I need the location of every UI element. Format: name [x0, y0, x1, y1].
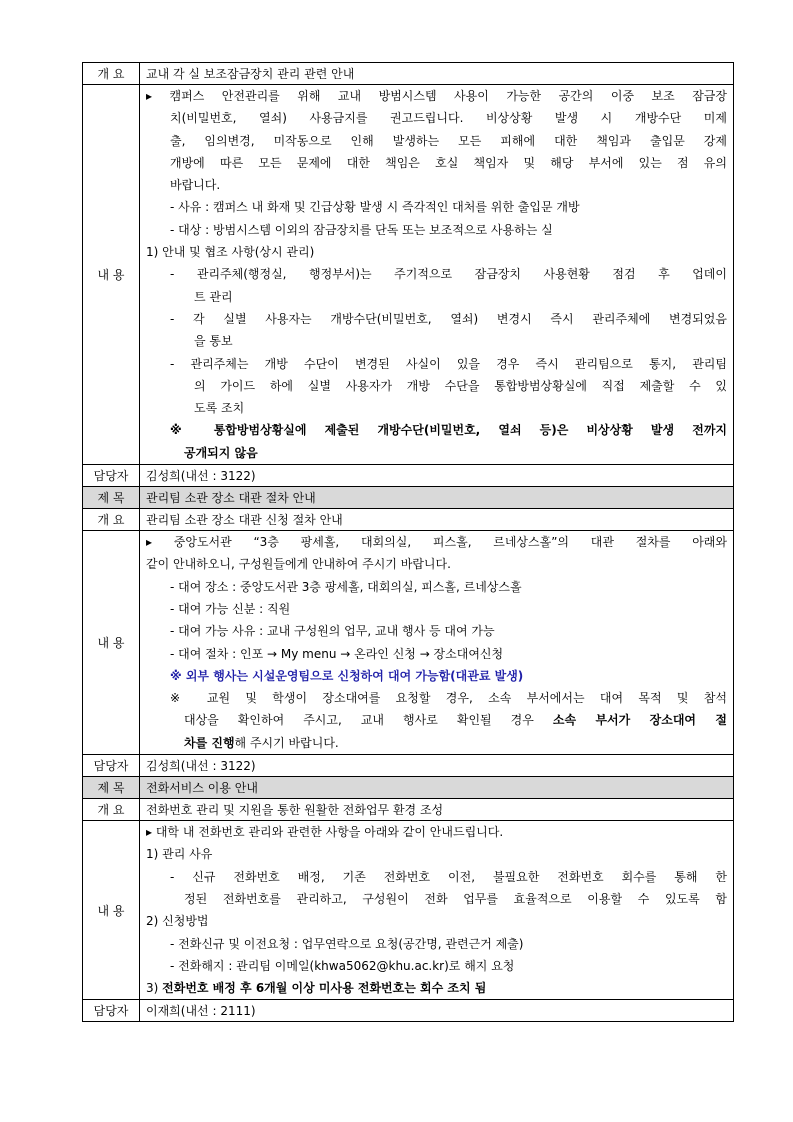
- sec2-para-line: 같이 안내하오니, 구성원들에게 안내하여 주시기 바랍니다.: [146, 557, 451, 572]
- sec1-reason: - 사유 : 캠퍼스 내 화재 및 긴급상황 발생 시 즉각적인 대처를 위한 출입문 개방: [170, 200, 580, 215]
- sec1-content: [140, 85, 734, 465]
- sec1-bullet-line: 을 통보: [194, 334, 233, 349]
- sec1-bullet-line: 의 가이드 하에 실별 사용자가 개방 수단을 통합방범상황실에 직접 제출할 수 있: [194, 378, 727, 393]
- content-label: 내 용: [83, 821, 140, 1000]
- sec1-target: - 대상 : 방범시스템 이외의 잠금장치를 단독 또는 보조적으로 사용하는 실: [170, 222, 553, 237]
- sec1-bullet-line: 도록 조치: [194, 401, 245, 416]
- sec2-note-emphasis: 소속 부서가 장소대여 절: [552, 713, 727, 728]
- sec1-heading: 1) 안내 및 협조 사항(상시 관리): [146, 245, 315, 260]
- sec2-overview-text: 관리팀 소관 장소 대관 신청 절차 안내: [140, 509, 734, 531]
- sec2-subject: 관리팀 소관 장소 대관 절차 안내: [140, 487, 734, 509]
- sec1-contact-row: [83, 465, 734, 487]
- contact-label: 담당자: [83, 755, 140, 777]
- sec2-content: [140, 531, 734, 755]
- sec2-note-line: [146, 709, 727, 731]
- sec3-contact: 이재희(내선 : 2111): [140, 1000, 734, 1022]
- sec2-item: - 대여 장소 : 중앙도서관 3층 팡세홀, 대회의실, 피스홀, 르네상스홀: [170, 579, 522, 594]
- sec3-content-row: [83, 821, 734, 1000]
- sec2-note-emphasis: 차를 진행: [184, 735, 235, 750]
- sec2-subject-row: [83, 487, 734, 509]
- sec3-heading: 1) 관리 사유: [146, 847, 213, 862]
- sec1-para-line: 출, 임의변경, 미작동으로 인해 발생하는 모든 피해에 대한 책임과 출입문 강제: [170, 133, 727, 148]
- sec2-note-blue: ※ 외부 행사는 시설운영팀으로 신청하여 대여 가능함(대관료 발생): [170, 668, 524, 683]
- sec1-bullet-line: - 관리주체는 개방 수단이 변경된 사실이 있을 경우 즉시 관리팀으로 통지, 관리팀: [170, 356, 727, 371]
- sec2-contact-row: [83, 755, 734, 777]
- sec1-para-line: 바랍니다.: [170, 178, 221, 193]
- sec2-contact: 김성희(내선 : 3122): [140, 755, 734, 777]
- sec3-heading-3: [146, 977, 727, 999]
- overview-label: 개 요: [83, 509, 140, 531]
- sec3-heading-number: 3): [146, 981, 163, 996]
- overview-label: 개 요: [83, 799, 140, 821]
- notice-table: [82, 62, 734, 1022]
- contact-label: 담당자: [83, 465, 140, 487]
- sec3-subject: 전화서비스 이용 안내: [140, 777, 734, 799]
- sec2-item: - 대여 절차 : 인포 → My menu → 온라인 신청 → 장소대여신청: [170, 646, 504, 661]
- overview-label: 개 요: [83, 63, 140, 85]
- sec1-bullet-line: - 각 실별 사용자는 개방수단(비밀번호, 열쇠) 변경시 즉시 관리주체에 변경되었음: [170, 311, 727, 326]
- sec1-para-line: 개방에 따른 모든 문제에 대한 책임은 호실 책임자 및 해당 부서에 있는 점 유의: [170, 155, 727, 170]
- sec2-note-line: [146, 732, 727, 754]
- sec3-bullet-line: - 전화신규 및 이전요청 : 업무연락으로 요청(공간명, 관련근거 제출): [170, 936, 524, 951]
- sec3-overview-row: [83, 799, 734, 821]
- sec1-note-line: ※ 통합방범상황실에 제출된 개방수단(비밀번호, 열쇠 등)은 비상상황 발생 전까지: [170, 423, 727, 438]
- sec1-note-line: 공개되지 않음: [184, 445, 258, 460]
- sec2-note-line: ※ 교원 및 학생이 장소대여를 요청할 경우, 소속 부서에서는 대여 목적 및 참석: [170, 691, 727, 706]
- sec2-note-text: 대상을 확인하여 주시고, 교내 행사로 확인될 경우: [184, 713, 553, 728]
- sec1-para-line: ▸ 캠퍼스 안전관리를 위해 교내 방범시스템 사용이 가능한 공간의 이중 보조 잠금장: [146, 89, 727, 103]
- sec2-overview-row: [83, 509, 734, 531]
- sec1-overview-text: 교내 각 실 보조잠금장치 관리 관련 안내: [140, 63, 734, 85]
- contact-label: 담당자: [83, 1000, 140, 1022]
- sec3-bullet-line: - 전화해지 : 관리팀 이메일(khwa5062@khu.ac.kr)로 해지 요청: [170, 958, 515, 973]
- sec1-bullet-line: 트 관리: [194, 289, 233, 304]
- sec3-bullet-line: 정된 전화번호를 관리하고, 구성원이 전화 업무를 효율적으로 이용할 수 있도록 함: [184, 891, 727, 906]
- sec1-contact: 김성희(내선 : 3122): [140, 465, 734, 487]
- content-label: 내 용: [83, 85, 140, 465]
- sec2-item: - 대여 가능 사유 : 교내 구성원의 업무, 교내 행사 등 대여 가능: [170, 624, 495, 639]
- sec3-bullet-line: - 신규 전화번호 배정, 기존 전화번호 이전, 불필요한 전화번호 회수를 통해 한: [170, 869, 727, 884]
- sec2-note-text: 해 주시기 바랍니다.: [234, 735, 339, 750]
- sec2-item: - 대여 가능 신분 : 직원: [170, 601, 291, 616]
- sec3-contact-row: [83, 1000, 734, 1022]
- sec3-subject-row: [83, 777, 734, 799]
- sec3-content: [140, 821, 734, 1000]
- sec3-para-line: ▸ 대학 내 전화번호 관리와 관련한 사항을 아래와 같이 안내드립니다.: [146, 825, 504, 840]
- subject-label: 제 목: [83, 777, 140, 799]
- sec3-heading: 2) 신청방법: [146, 914, 209, 929]
- sec1-overview-row: [83, 63, 734, 85]
- subject-label: 제 목: [83, 487, 140, 509]
- sec1-bullet-line: - 관리주체(행정실, 행정부서)는 주기적으로 잠금장치 사용현황 점검 후 업데이: [170, 267, 727, 282]
- content-label: 내 용: [83, 531, 140, 755]
- sec2-para-line: ▸ 중앙도서관 “3층 팡세홀, 대회의실, 피스홀, 르네상스홀”의 대관 절차를 아래와: [146, 535, 727, 550]
- sec1-content-row: [83, 85, 734, 465]
- sec2-content-row: [83, 531, 734, 755]
- sec1-para-line: 치(비밀번호, 열쇠) 사용금지를 권고드립니다. 비상상황 발생 시 개방수단 미제: [170, 111, 727, 126]
- sec3-heading-emphasis: 전화번호 배정 후 6개월 이상 미사용 전화번호는 회수 조치 됨: [162, 981, 487, 996]
- sec3-overview-text: 전화번호 관리 및 지원을 통한 원활한 전화업무 환경 조성: [140, 799, 734, 821]
